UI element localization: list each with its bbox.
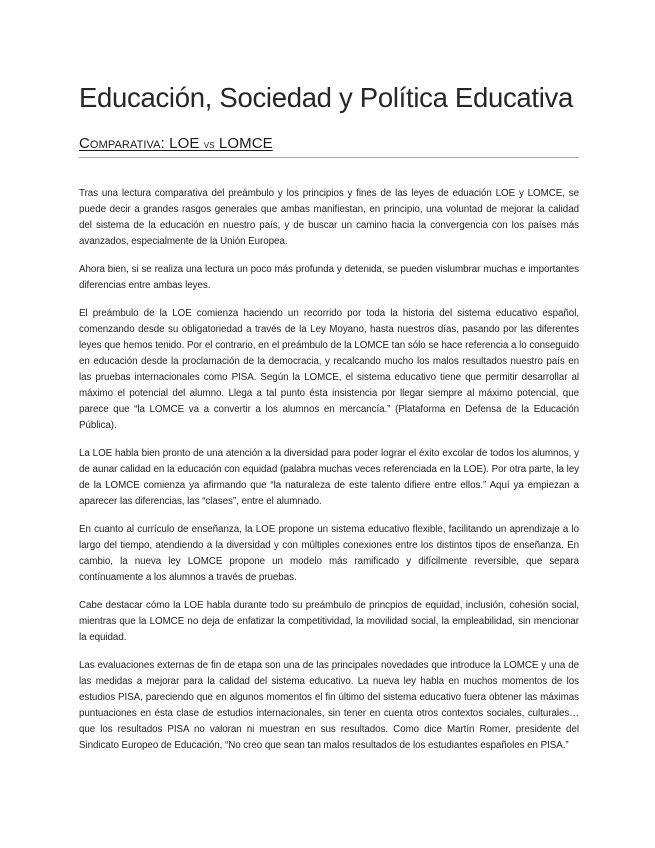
section-heading [79, 132, 579, 157]
document-body [79, 186, 579, 766]
paragraph-5: En cuanto al currículo de enseñanza, la LOE propone un sistema educativo flexible, facilitando un aprendizaje a lo largo del tiempo, atendiendo a la diversidad y con múltiples conexiones entre los distintos tipos de enseñanza. En cambio, la nueva ley LOMCE propone un modelo más ramificado y difícilmente reversible, que separa contínuamente a los alumnos a través de pruebas. [79, 524, 579, 583]
heading-divider [79, 157, 579, 158]
paragraph-3: El preámbulo de la LOE comienza haciendo un recorrido por toda la historia del sistema educativo español, comenzando desde su obligatoriedad a través de la Ley Moyano, hasta nuestros días, pasando por las diferentes leyes que hemos tenido. Por el contrario, en el preámbulo de la LOMCE tan sólo se hace referencia a lo conseguido en educación desde la proclamación de la democracia, y recalcando mucho los malos resultados nuestro país en las pruebas internacionales como PISA. Según la LOMCE, el sistema educativo tiene que permitir desarrollar al máximo el potencial del alumno. Llega a tal punto ésta insistencia por llegar siempre al máximo potencial, que parece que “la LOMCE va a convertir a los alumnos en mercancía.” (Plataforma en Defensa de la Educación Pública). [79, 308, 579, 431]
section-heading-main: Comparativa: LOE [79, 135, 200, 152]
paragraph-4: La LOE habla bien pronto de una atención a la diversidad para poder lograr el éxito excolar de todos los alumnos, y de aunar calidad en la educación con equidad (palabra muchas veces referenciada en la LOE). Por otra parte, la ley de la LOMCE comienza ya afirmando que “la naturaleza de este talento difiere entre ellos.” Aquí ya empiezan a aparecer las diferencias, las “clases”, entre el alumnado. [79, 448, 579, 507]
paragraph-6: Cabe destacar cómo la LOE habla durante todo su preámbulo de princpios de equidad, inclusión, cohesión social, mientras que la LOMCE no deja de enfatizar la competitividad, la movilidad social, la empleabilidad, sin mencionar la equidad. [79, 600, 579, 643]
paragraph-7: Las evaluaciones externas de fin de etapa son una de las principales novedades que introduce la LOMCE y una de las medidas a mejorar para la calidad del sistema educativo. La nueva ley habla en muchos momentos de los estudios PISA, pareciendo que en algunos momentos el fin último del sistema educativo fuera obtener las máximas puntuaciones en ésta clase de estudios internacionales, sin tener en cuenta otros contextos sociales, culturales… que los resultados PISA no valoran ni muestran en sus resultados. Como dice Martín Romer, presidente del Sindicato Europeo de Educación, “No creo que sean tan malos resultados de los estudiantes españoles en PISA.” [79, 660, 579, 751]
section-heading-end: LOMCE [218, 135, 273, 152]
document-title: Educación, Sociedad y Política Educativa [79, 82, 573, 113]
section-heading-vs: vs [203, 139, 215, 151]
paragraph-2: Ahora bien, si se realiza una lectura un poco más profunda y detenida, se pueden vislumbrar muchas e importantes diferencias entre ambas leyes. [79, 264, 579, 291]
paragraph-1: Tras una lectura comparativa del preámbulo y los principios y fines de las leyes de eduación LOE y LOMCE, se puede decir a grandes rasgos generales que ambas manifiestan, en principio, una voluntad de mejorar la calidad del sistema de la educación en nuestro país, y de buscar un camino hacia la convergencia con los países más avanzados, especialmente de la Unión Europea. [79, 188, 579, 247]
